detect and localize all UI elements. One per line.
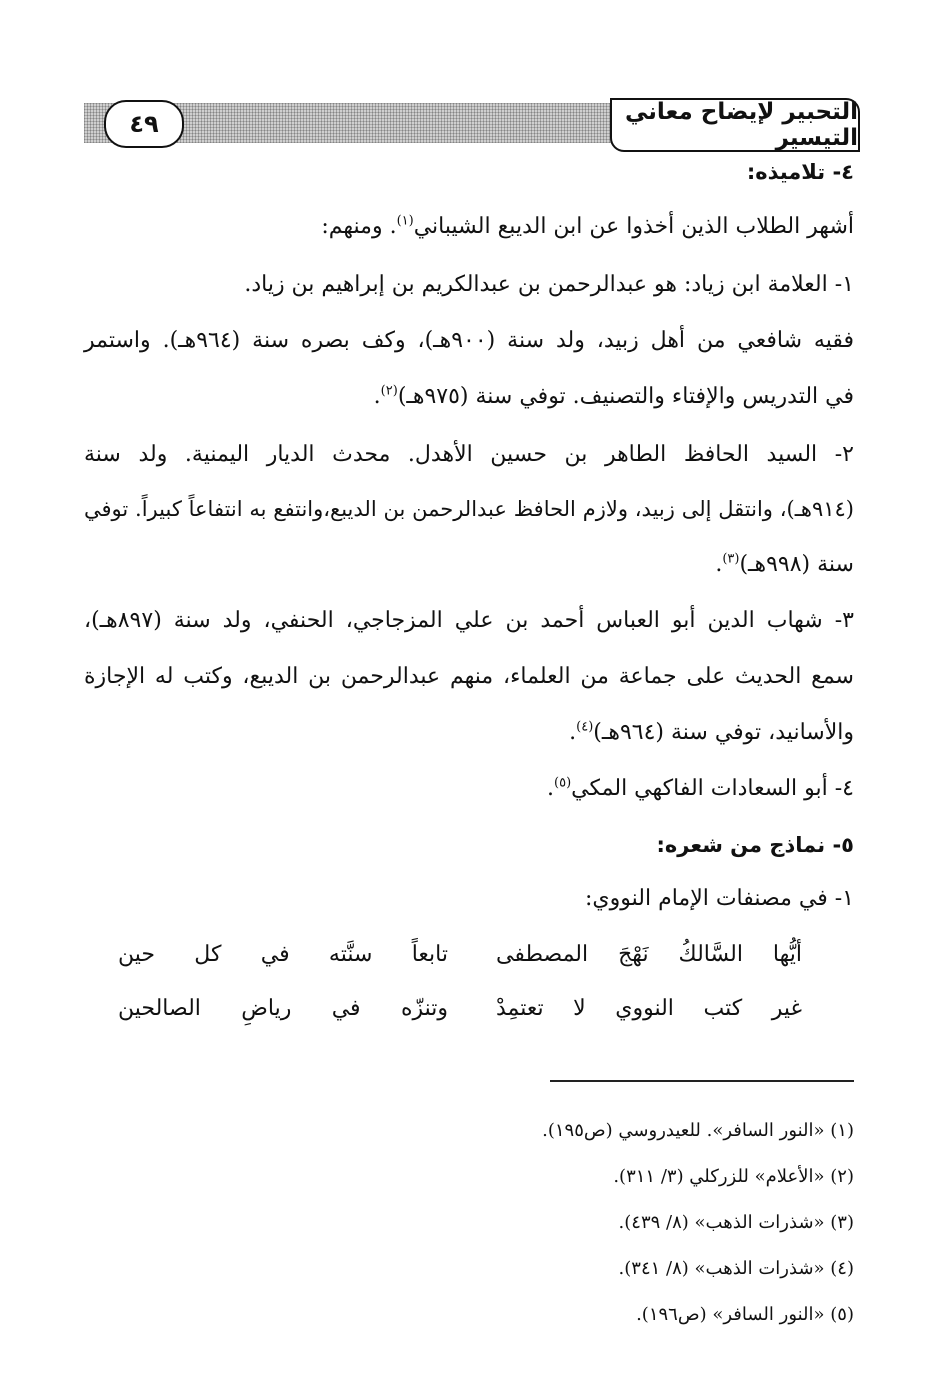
student-3-line-3-text: والأسانيد، توفي سنة (٩٦٤هـ): [593, 720, 854, 745]
poem-intro: ١- في مصنفات الإمام النووي:: [585, 886, 854, 911]
poem-verse-1-second-hemistich: تابعاً سنَّته في كل حين: [118, 942, 448, 967]
footnote-ref-1[interactable]: (١): [396, 213, 414, 229]
footnote-ref-4[interactable]: (٤): [576, 719, 594, 735]
student-2-line-3: [715, 550, 854, 580]
student-1-line-3-text: في التدريس والإفتاء والتصنيف. توفي سنة (٩٧٥هـ): [397, 384, 854, 409]
book-title: التحبير لإيضاح معاني التيسير: [610, 98, 860, 152]
student-1-line-2: فقيه شافعي من أهل زبيد، ولد سنة (٩٠٠هـ)، وكف بصره سنة (٩٦٤هـ). واستمر: [84, 328, 854, 353]
footnote-5: (٥) «النور السافر» (ص١٩٦).: [636, 1304, 854, 1325]
paragraph-intro: [321, 212, 854, 242]
full-stop: .: [547, 776, 555, 801]
student-1-line-1: ١- العلامة ابن زياد: هو عبدالرحمن بن عبدالكريم بن إبراهيم بن زياد.: [244, 272, 854, 297]
footnote-4: (٤) «شذرات الذهب» (٨/ ٣٤١).: [618, 1258, 854, 1279]
footnote-ref-2[interactable]: (٢): [380, 383, 398, 399]
student-2-line-3-text: سنة (٩٩٨هـ): [739, 552, 854, 577]
student-4-text: ٤- أبو السعادات الفاكهي المكي: [571, 776, 854, 801]
poem-verse-1-first-hemistich: أيُّها السَّالكُ نَهْجَ المصطفى: [496, 942, 802, 967]
student-3-line-3: [569, 718, 854, 748]
footnote-2: (٢) «الأعلام» للزركلي (٣/ ٣١١).: [613, 1166, 854, 1187]
section-heading-poetry: ٥- نماذج من شعره:: [656, 833, 854, 857]
student-2-line-2: (٩١٤هـ)، وانتقل إلى زبيد، ولازم الحافظ عبدالرحمن بن الديبع،وانتفع به انتفاعاً كبيراً. توفي: [84, 497, 854, 521]
footnote-ref-3[interactable]: (٣): [722, 551, 740, 567]
intro-text: أشهر الطلاب الذين أخذوا عن ابن الديبع الشيباني: [413, 214, 854, 239]
intro-tail: . ومنهم:: [321, 214, 397, 239]
student-2-line-1: ٢- السيد الحافظ الطاهر بن حسين الأهدل. محدث الديار اليمنية. ولد سنة: [84, 442, 854, 467]
section-heading-students: ٤- تلاميذه:: [746, 160, 854, 184]
page-number: ٤٩: [104, 100, 184, 148]
student-3-line-2: سمع الحديث على جماعة من العلماء، منهم عبدالرحمن بن الديبع، وكتب له الإجازة: [84, 664, 854, 689]
student-3-line-1: ٣- شهاب الدين أبو العباس أحمد بن علي المزجاجي، الحنفي، ولد سنة (٨٩٧هـ)،: [84, 608, 854, 633]
full-stop: .: [373, 384, 381, 409]
poem-verse-2-second-hemistich: وتنزّه في رياضِ الصالحين: [118, 996, 448, 1021]
full-stop: .: [715, 552, 723, 577]
student-4-line: [547, 774, 854, 804]
student-1-line-3: [374, 382, 854, 412]
footnote-1: (١) «النور السافر». للعيدروسي (ص١٩٥).: [542, 1120, 854, 1141]
footnote-separator: [550, 1080, 854, 1082]
full-stop: .: [569, 720, 577, 745]
footnote-ref-5[interactable]: (٥): [554, 775, 572, 791]
footnote-3: (٣) «شذرات الذهب» (٨/ ٤٣٩).: [618, 1212, 854, 1233]
poem-verse-2-first-hemistich: غير كتب النووي لا تعتمِدْ: [496, 996, 802, 1021]
